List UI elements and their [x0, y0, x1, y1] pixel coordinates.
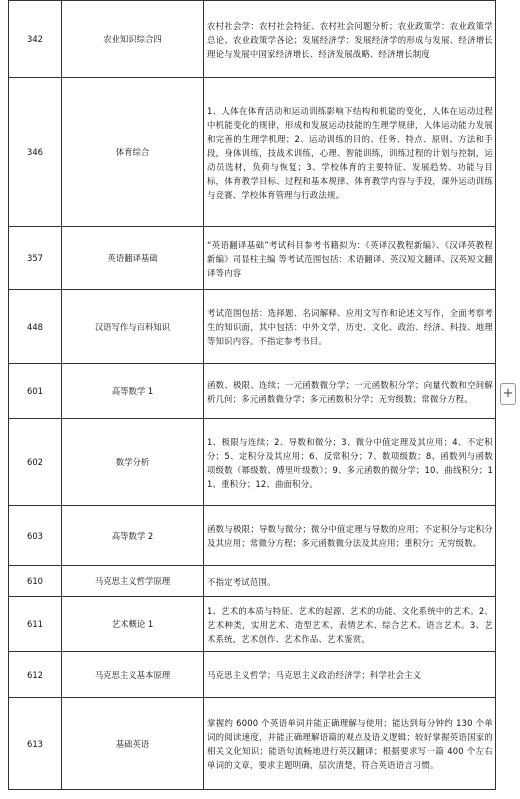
- subject-name: 基础英语: [62, 698, 204, 790]
- subject-name: 马克思主义哲学原理: [62, 566, 204, 597]
- subject-scope: 函数、极限、连续；一元函数微分学；一元函数积分学；向量代数和空间解析几何；多元函数微分学；多元函数积分学；无穷级数；常微分方程。: [204, 364, 496, 419]
- table-row: [9, 364, 496, 419]
- table-row: [9, 652, 496, 698]
- subject-scope: 1、艺术的本质与特征、艺术的起源、艺术的功能、文化系统中的艺术。2、艺术种类，实用艺术、造型艺术、表情艺术、综合艺术、语言艺术。3、艺术系统，艺术创作、艺术作品、艺术鉴赏。: [204, 597, 496, 652]
- subject-code: 612: [9, 652, 62, 698]
- subject-code: 601: [9, 364, 62, 419]
- subject-name: 马克思主义基本原理: [62, 652, 204, 698]
- subject-name: 体育综合: [62, 78, 204, 227]
- subject-code: 342: [9, 1, 62, 78]
- table-row: [9, 419, 496, 506]
- subject-name: 英语翻译基础: [62, 227, 204, 290]
- subject-scope: 考试范围包括：选择题、名词解释、应用文写作和论述文写作，全面考察考生的知识面，其中包括：中外文学，历史、文化、政治、经济、科技、地理等知识内容。不指定参考书目。: [204, 290, 496, 364]
- subject-scope: “英语翻译基础”考试科目参考书籍拟为：《英译汉教程新编》、《汉译英教程新编》司显柱主编 等考试范围包括：术语翻译、英汉短文翻译、汉英短文翻译等内容: [204, 227, 496, 290]
- subject-scope: 1、极限与连续；2、导数和微分；3、微分中值定理及其应用；4、不定积分；5、定积分及其应用；6、反常积分；7、数项级数；8、函数列与函数项级数（幂级数、傅里叶级数）；9、多元函数的微分学；10、曲线积分；11、重积分；12、曲面积分。: [204, 419, 496, 506]
- table-row: [9, 506, 496, 566]
- table-row: [9, 1, 496, 78]
- subject-code: 613: [9, 698, 62, 790]
- table-row: [9, 290, 496, 364]
- subject-name: 艺术概论 1: [62, 597, 204, 652]
- subject-name: 高等数学 1: [62, 364, 204, 419]
- add-row-button[interactable]: +: [500, 383, 516, 405]
- table-row: [9, 566, 496, 597]
- subject-code: 610: [9, 566, 62, 597]
- subject-code: 346: [9, 78, 62, 227]
- subject-code: 448: [9, 290, 62, 364]
- subject-code: 603: [9, 506, 62, 566]
- table-row: [9, 78, 496, 227]
- exam-subject-table: [8, 0, 496, 790]
- subject-scope: 掌握约 6000 个英语单词并能正确理解与使用；能达到每分钟约 130 个单词的阅读速度，并能正确理解语篇的观点及语义逻辑；较好掌握英语国家的相关文化知识；能语句流畅地进行英汉翻译；根据要求写一篇 400 个左右单词的文章，要求主题明确，层次清楚，符合英语语言习惯。: [204, 698, 496, 790]
- subject-scope: 不指定考试范围。: [204, 566, 496, 597]
- subject-name: 汉语写作与百科知识: [62, 290, 204, 364]
- subject-scope: 函数与极限；导数与微分；微分中值定理与导数的应用；不定积分与定积分及其应用；常微分方程；多元函数微分法及其应用；重积分；无穷级数。: [204, 506, 496, 566]
- table-row: [9, 597, 496, 652]
- subject-scope: 农村社会学：农村社会特征、农村社会问题分析；农业政策学：农业政策学总论、农业政策学各论；发展经济学：发展经济学的形成与发展、经济增长理论与发展中国家经济增长、经济发展战略、经济增长制度: [204, 1, 496, 78]
- subject-code: 602: [9, 419, 62, 506]
- table-row: [9, 698, 496, 790]
- subject-code: 611: [9, 597, 62, 652]
- subject-code: 357: [9, 227, 62, 290]
- table-row: [9, 227, 496, 290]
- subject-name: 数学分析: [62, 419, 204, 506]
- subject-scope: 1、人体在体育活动和运动训练影响下结构和机能的变化，人体在运动过程中机能变化的规律，形成和发展运动技能的生理学规律，人体运动能力发展和完善的生理学机理；2、运动训练的目的、任务、特点、原则、方法和手段，身体训练，技战术训练，心理、智能训练，训练过程的计划与控制，运动员选材，负荷与恢复；3、学校体育的主要特征、发展趋势、功能与目标，体育教学目标、过程和基本规律、体育教学内容与手段，课外运动训练与竞赛、学校体育管理与行政法规。: [204, 78, 496, 227]
- subject-scope: 马克思主义哲学；马克思主义政治经济学；科学社会主义: [204, 652, 496, 698]
- subject-name: 高等数学 2: [62, 506, 204, 566]
- subject-name: 农业知识综合四: [62, 1, 204, 78]
